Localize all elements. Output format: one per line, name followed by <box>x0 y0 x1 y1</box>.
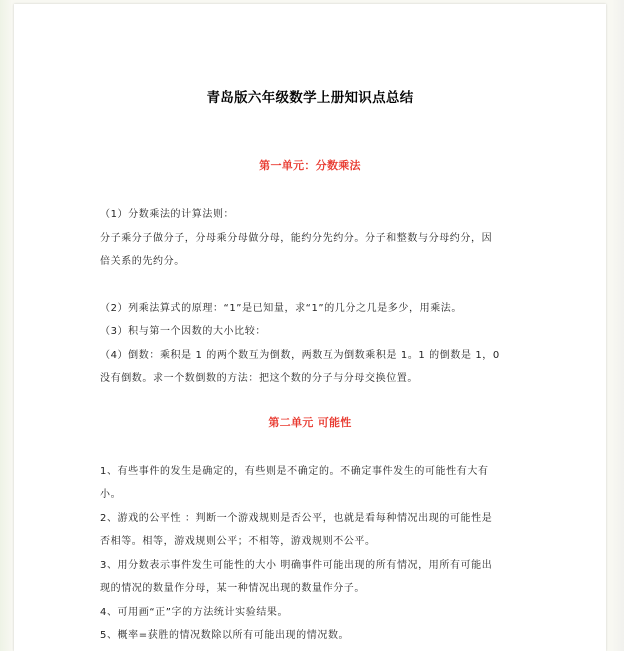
unit2-line: 1、有些事件的发生是确定的，有些则是不确定的。不确定事件发生的可能性有大有 <box>100 466 489 477</box>
unit2-line: 5、概率=获胜的情况数除以所有可能出现的情况数。 <box>100 630 350 641</box>
unit1-line: 倍关系的先约分。 <box>100 256 185 267</box>
unit2-line: 2、游戏的公平性 ：判断一个游戏规则是否公平，也就是看每种情况出现的可能性是 <box>100 513 493 524</box>
unit1-heading: 第一单元：分数乘法 <box>259 159 361 172</box>
unit1-line: （1）分数乘法的计算法则： <box>100 209 235 220</box>
document-page <box>14 4 606 651</box>
unit1-line: 分子乘分子做分子，分母乘分母做分母，能约分先约分。分子和整数与分母约分，因 <box>100 233 493 244</box>
unit2-line: 3、用分数表示事件发生可能性的大小 明确事件可能出现的所有情况，用所有可能出 <box>100 560 493 571</box>
unit1-line: 没有倒数。求一个数倒数的方法：把这个数的分子与分母交换位置。 <box>100 373 418 384</box>
unit2-line: 4、可用画“正”字的方法统计实验结果。 <box>100 607 289 618</box>
unit1-line: （4）倒数：乘积是 1 的两个数互为倒数，两数互为倒数乘积是 1。1 的倒数是 1，0 <box>100 350 500 361</box>
document-title: 青岛版六年级数学上册知识点总结 <box>206 90 414 106</box>
unit2-line: 否相等。相等，游戏规则公平；不相等，游戏规则不公平。 <box>100 536 376 547</box>
unit2-line: 现的情况的数量作分母，某一种情况出现的数量作分子。 <box>100 583 365 594</box>
unit2-line: 小。 <box>100 489 122 500</box>
unit1-line: （2）列乘法算式的原理：“1”是已知量，求“1”的几分之几是多少，用乘法。 <box>100 303 463 314</box>
unit1-line: （3）积与第一个因数的大小比较： <box>100 326 266 337</box>
unit2-heading: 第二单元 可能性 <box>268 416 352 429</box>
